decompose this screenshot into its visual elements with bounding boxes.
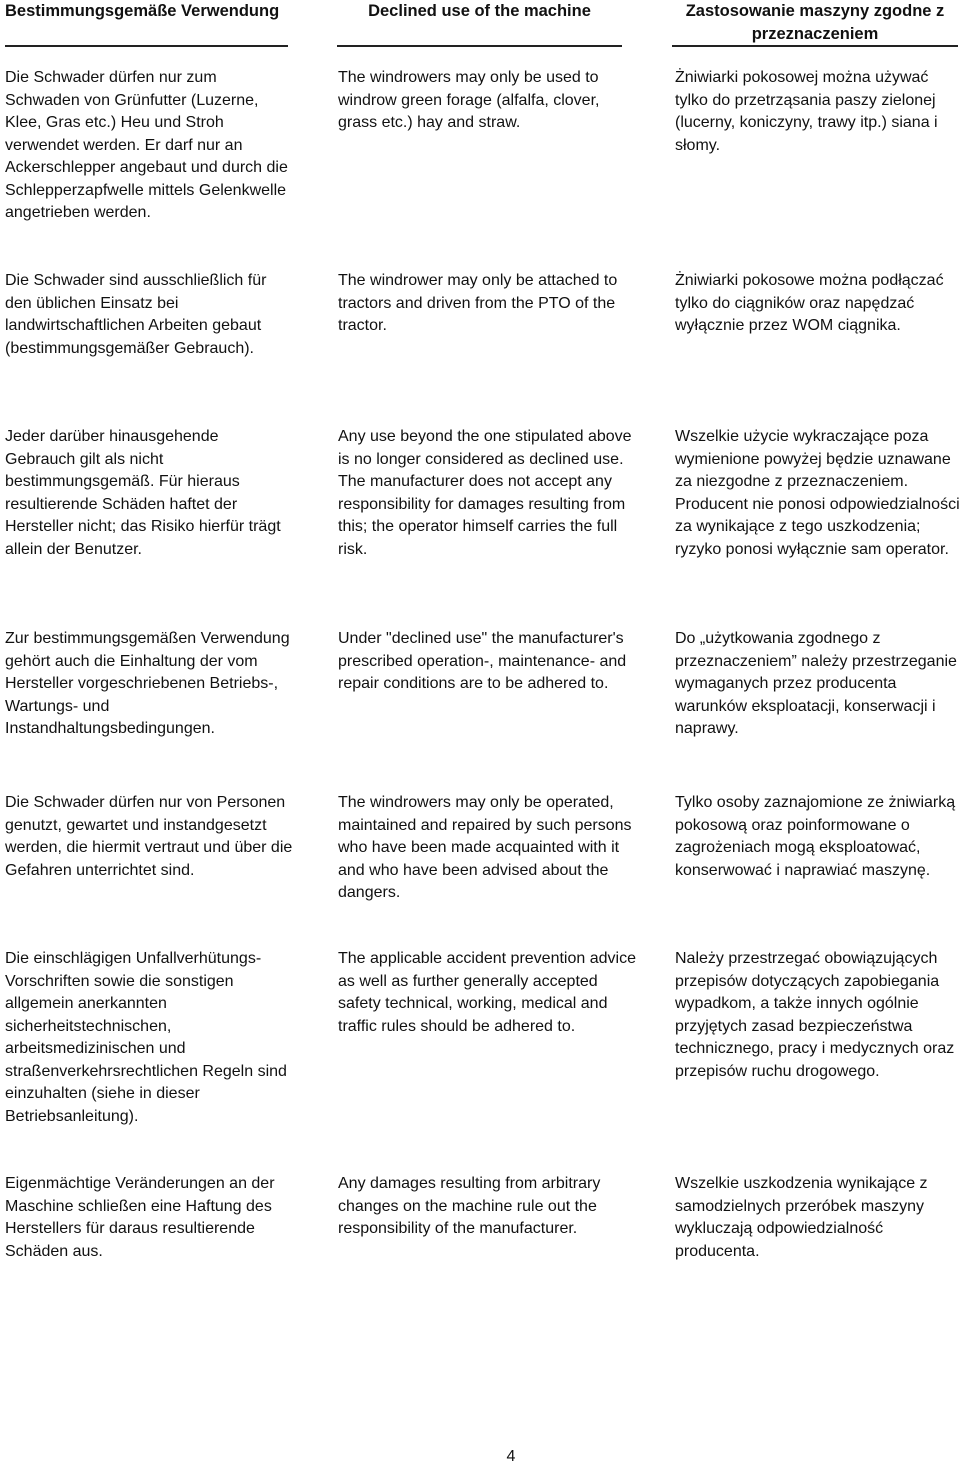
paragraph-de-3: Jeder darüber hinausgehende Gebrauch gilt als nicht bestimmungsgemäß. Für hieraus resultierende Schäden haftet der Hersteller nicht; das Risiko hierfür trägt allein der Benutzer. (5, 428, 281, 558)
paragraph-en-4: Under "declined use" the manufacturer's prescribed operation-, maintenance- and repair conditions are to be adhered to. (338, 630, 627, 692)
paragraph-pl-2: Żniwiarki pokosowe można podłączać tylko do ciągników oraz napędzać wyłącznie przez WOM ciągnika. (675, 272, 944, 334)
paragraph-de-4: Zur bestimmungsgemäßen Verwendung gehört auch die Einhaltung der vom Hersteller vorgeschriebenen Betriebs-, Wartungs- und Instandhaltungsbedingungen. (5, 630, 290, 737)
page-number: 4 (506, 1448, 516, 1465)
paragraph-de-1: Die Schwader dürfen nur zum Schwaden von Grünfutter (Luzerne, Klee, Gras etc.) Heu und Stroh verwendet werden. Er darf nur an Ackerschlepper angebaut und durch die Schlepperzapfwelle mittels Gelenkwelle angetrieben werden. (5, 69, 288, 221)
paragraph-pl-6: Należy przestrzegać obowiązujących przepisów dotyczących zapobiegania wypadkom, a także innych ogólnie przyjętych zasad bezpieczeństwa technicznego, pracy i medycznych oraz przepisów ruchu drogowego. (675, 950, 955, 1080)
paragraph-en-2: The windrower may only be attached to tractors and driven from the PTO of the tractor. (338, 272, 618, 334)
paragraph-en-7: Any damages resulting from arbitrary changes on the machine rule out the responsibility of the manufacturer. (338, 1175, 601, 1237)
paragraph-en-5: The windrowers may only be operated, maintained and repaired by such persons who have been made acquainted with it and who have been advised about the dangers. (338, 794, 632, 901)
header-en: Declined use of the machine (337, 0, 622, 47)
paragraph-pl-5: Tylko osoby zaznajomione ze żniwiarką pokosową oraz poinformowane o zagrożeniach mogą eksploatować, konserwować i naprawiać maszynę. (675, 794, 956, 879)
paragraph-en-1: The windrowers may only be used to windrow green forage (alfalfa, clover, grass etc.) hay and straw. (338, 69, 600, 131)
paragraph-de-7: Eigenmächtige Veränderungen an der Maschine schließen eine Haftung des Herstellers für daraus resultierende Schäden aus. (5, 1175, 275, 1260)
paragraph-pl-1: Żniwiarki pokosowej można używać tylko do przetrząsania paszy zielonej (lucerny, koniczyny, trawy itp.) siana i słomy. (675, 69, 938, 154)
paragraph-en-6: The applicable accident prevention advice as well as further generally accepted safety technical, working, medical and traffic rules should be adhered to. (338, 950, 636, 1035)
header-de: Bestimmungsgemäße Verwendung (5, 0, 288, 47)
paragraph-de-6: Die einschlägigen Unfallverhütungs-Vorschriften sowie die sonstigen allgemein anerkannten sicherheitstechnischen, arbeitsmedizinischen und straßenverkehrsrechtlichen Regeln sind einzuhalten (siehe in dieser Betriebsanleitung). (5, 950, 287, 1125)
paragraph-de-5: Die Schwader dürfen nur von Personen genutzt, gewartet und instandgesetzt werden, die hiermit vertraut und über die Gefahren unterrichtet sind. (5, 794, 293, 879)
paragraph-pl-3: Wszelkie użycie wykraczające poza wymienione powyżej będzie uznawane za niezgodne z przeznaczeniem. Producent nie ponosi odpowiedzialności za wynikające z tego uszkodzenia; ryzyko ponosi wyłącznie sam operator. (675, 428, 960, 558)
paragraph-de-2: Die Schwader sind ausschließlich für den üblichen Einsatz bei landwirtschaftlichen Arbeiten gebaut (bestimmungsgemäßer Gebrauch). (5, 272, 267, 357)
paragraph-en-3: Any use beyond the one stipulated above is no longer considered as declined use. The manufacturer does not accept any responsibility for damages resulting from this; the operator himself carries the full risk. (338, 428, 632, 558)
paragraph-pl-4: Do „użytkowania zgodnego z przeznaczeniem” należy przestrzeganie wymaganych przez producenta warunków eksploatacji, konserwacji i naprawy. (675, 630, 957, 737)
header-pl: Zastosowanie maszyny zgodne z przeznaczeniem (672, 0, 958, 47)
paragraph-pl-7: Wszelkie uszkodzenia wynikające z samodzielnych przeróbek maszyny wykluczają odpowiedzialność producenta. (675, 1175, 928, 1260)
